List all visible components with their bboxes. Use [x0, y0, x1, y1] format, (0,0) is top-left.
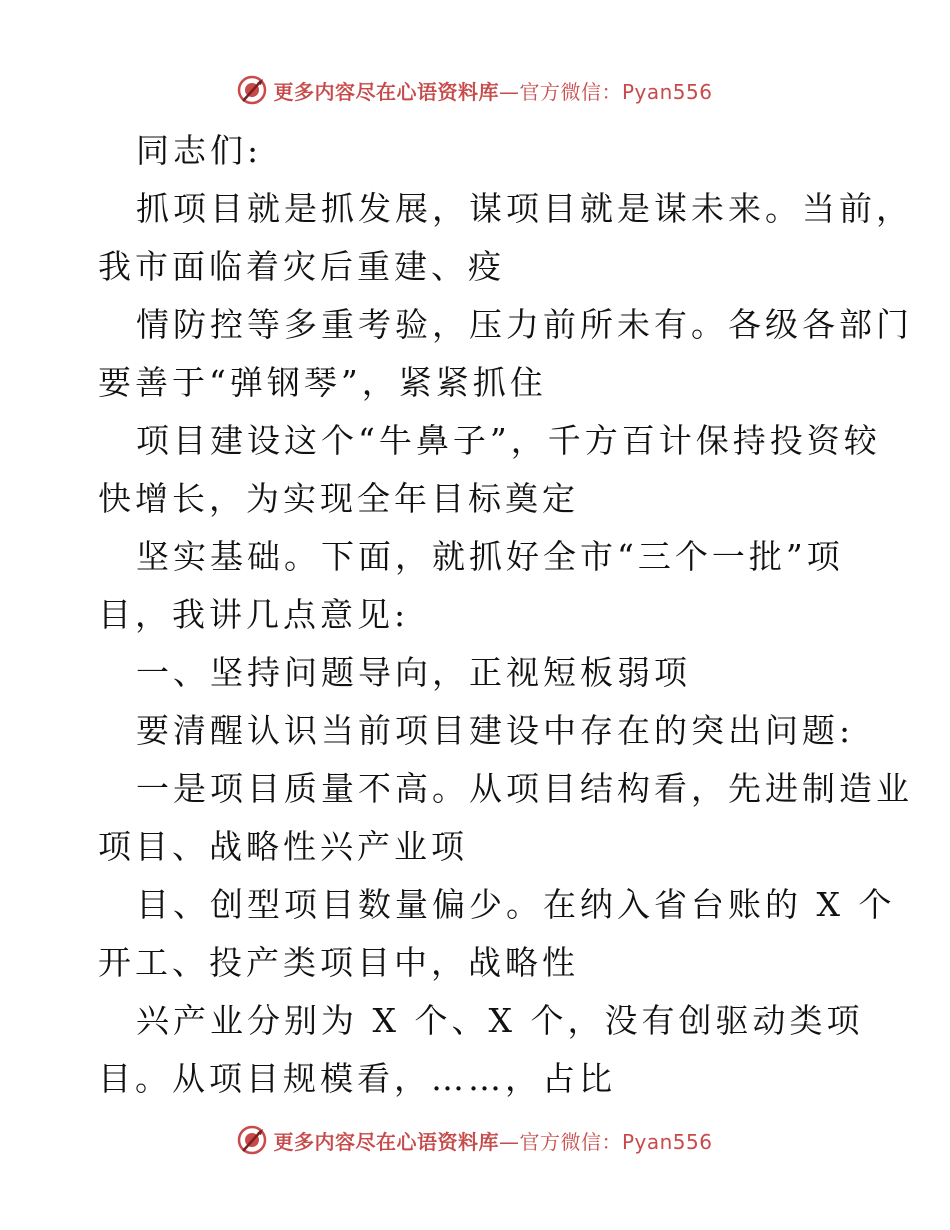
- text-line: 要善于“弹钢琴”，紧紧抓住: [98, 363, 547, 402]
- text-line: 同志们:: [136, 131, 263, 170]
- text-line: 我市面临着灾后重建、疫: [98, 247, 505, 286]
- watermark-wechat-text: 官方微信：Pyan556: [519, 1129, 713, 1154]
- watermark-separator: —: [498, 79, 520, 104]
- text-line: 坚实基础。下面，就抓好全市“三个一批”项: [136, 537, 844, 576]
- document-body: [98, 122, 913, 1108]
- feather-logo-icon: [237, 75, 267, 105]
- watermark-separator: —: [498, 1129, 520, 1154]
- text-line: 要清醒认识当前项目建设中存在的突出问题:: [136, 711, 855, 750]
- watermark-main-text: 更多内容尽在心语资料库: [273, 79, 499, 104]
- text-line: 项目建设这个“牛鼻子”，千方百计保持投资较: [136, 421, 881, 460]
- header-watermark: [0, 70, 950, 110]
- text-line: 目。从项目规模看，……，占比: [98, 1059, 616, 1098]
- watermark-main-text: 更多内容尽在心语资料库: [273, 1129, 499, 1154]
- text-line: 目、创型项目数量偏少。在纳入省台账的 X 个: [136, 885, 896, 924]
- text-line: 抓项目就是抓发展，谋项目就是谋未来。当前，: [136, 189, 913, 228]
- text-line: 快增长，为实现全年目标奠定: [98, 479, 579, 518]
- section-heading: 一、坚持问题导向，正视短板弱项: [136, 653, 691, 692]
- text-line: 目，我讲几点意见:: [98, 595, 410, 634]
- feather-logo-icon: [237, 1125, 267, 1155]
- text-line: 一是项目质量不高。从项目结构看，先进制造业: [136, 769, 913, 808]
- text-line: 开工、投产类项目中，战略性: [98, 943, 579, 982]
- text-line: 项目、战略性兴产业项: [98, 827, 468, 866]
- text-line: 情防控等多重考验，压力前所未有。各级各部门: [136, 305, 913, 344]
- watermark-wechat-text: 官方微信：Pyan556: [519, 79, 713, 104]
- text-line: 兴产业分别为 X 个、X 个，没有创驱动类项: [136, 1001, 864, 1040]
- footer-watermark: [0, 1120, 950, 1160]
